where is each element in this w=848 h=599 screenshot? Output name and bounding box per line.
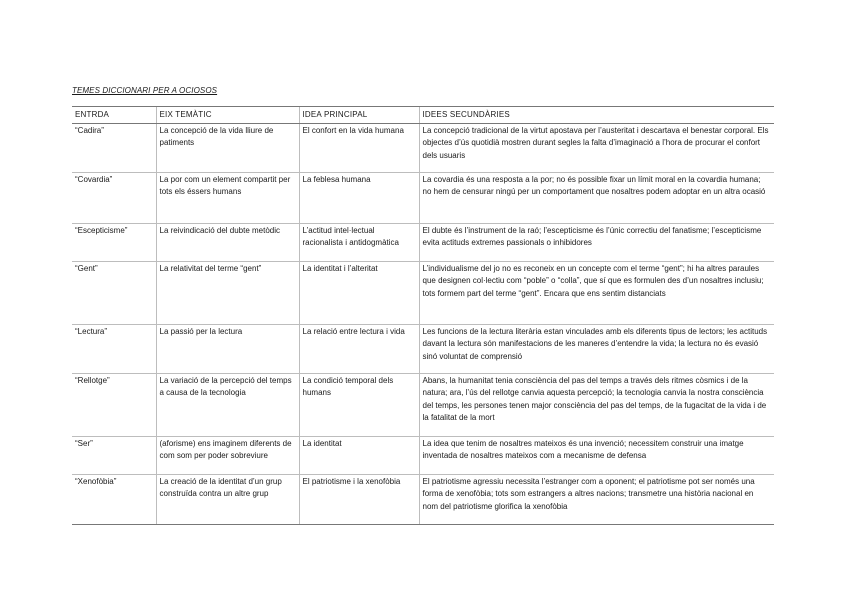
cell-entry: “Xenofòbia” [72, 474, 156, 524]
cell-secondary: El dubte és l’instrument de la raó; l’escepticisme és l’únic correctiu del fanatisme; l’escepticisme evita actituds extremes passionals o inhibidores [419, 223, 774, 261]
cell-entry: “Rellotge” [72, 373, 156, 436]
cell-secondary: Abans, la humanitat tenia consciència del pas del temps a través dels ritmes còsmics i de la natura; ara, l’ús del rellotge canvia aquesta percepció; la tecnologia canvia la nostra consciència del temps, les persones tenen major consciència del pas del temps, de la fugacitat de la vida i de la fatalitat de la mort [419, 373, 774, 436]
cell-entry: “Lectura” [72, 324, 156, 373]
table-row [72, 474, 774, 524]
cell-secondary: Les funcions de la lectura literària estan vinculades amb els diferents tipus de lectors; les actituds davant la lectura són manifestacions de les maneres d’entendre la vida; la lectura no és evasió sinó voluntat de comprensió [419, 324, 774, 373]
cell-secondary: La concepció tradicional de la virtut apostava per l’austeritat i descartava el benestar corporal. Els objectes d’ús quotidià mostren durant segles la falta d’imaginació a l’hora de procurar el confort dels usuaris [419, 123, 774, 172]
cell-main-idea: La identitat i l’alteritat [299, 261, 419, 324]
cell-entry: “Escepticisme” [72, 223, 156, 261]
cell-main-idea: El patriotisme i la xenofòbia [299, 474, 419, 524]
document-title: TEMES DICCIONARI PER A OCIOSOS [72, 86, 218, 95]
table-header-row [72, 107, 774, 124]
cell-entry: “Cadira” [72, 123, 156, 172]
cell-main-idea: La condició temporal dels humans [299, 373, 419, 436]
cell-main-idea: La feblesa humana [299, 172, 419, 223]
table-row [72, 261, 774, 324]
cell-theme: La passió per la lectura [156, 324, 299, 373]
cell-entry: “Gent” [72, 261, 156, 324]
cell-secondary: L’individualisme del jo no es reconeix en un concepte com el terme “gent”; hi ha altres paraules que designen col·lectiu com “poble” o “colla”, que sí que es formulen des d’un nosaltres inclusiu; tots formem part del terme “gent”. Encara que ens sentim distanciats [419, 261, 774, 324]
table-row [72, 223, 774, 261]
cell-main-idea: El confort en la vida humana [299, 123, 419, 172]
cell-entry: “Ser” [72, 436, 156, 474]
cell-theme: La concepció de la vida lliure de patiments [156, 123, 299, 172]
header-secondary-ideas: IDEES SECUNDÀRIES [419, 107, 774, 124]
cell-theme: La relativitat del terme “gent” [156, 261, 299, 324]
header-entry: ENTRDA [72, 107, 156, 124]
header-main-idea: IDEA PRINCIPAL [299, 107, 419, 124]
cell-entry: “Covardia” [72, 172, 156, 223]
table-row [72, 324, 774, 373]
cell-theme: La variació de la percepció del temps a causa de la tecnologia [156, 373, 299, 436]
cell-main-idea: La identitat [299, 436, 419, 474]
cell-secondary: El patriotisme agressiu necessita l’estranger com a oponent; el patriotisme pot ser només una forma de xenofòbia; tots som estrangers a altres nacions; transmetre una història nacional en nom del patriotisme glorifica la xenofòbia [419, 474, 774, 524]
cell-theme: La por com un element compartit per tots els éssers humans [156, 172, 299, 223]
cell-secondary: La idea que tenim de nosaltres mateixos és una invenció; necessitem construir una imatge inventada de nosaltres mateixos com a mecanisme de defensa [419, 436, 774, 474]
header-theme: EIX TEMÀTIC [156, 107, 299, 124]
cell-theme: (aforisme) ens imaginem diferents de com som per poder sobreviure [156, 436, 299, 474]
table-row [72, 123, 774, 172]
themes-table [72, 106, 774, 525]
table-row [72, 373, 774, 436]
table-row [72, 172, 774, 223]
cell-main-idea: L’actitud intel·lectual racionalista i antidogmàtica [299, 223, 419, 261]
cell-theme: La reivindicació del dubte metòdic [156, 223, 299, 261]
cell-main-idea: La relació entre lectura i vida [299, 324, 419, 373]
cell-theme: La creació de la identitat d’un grup construïda contra un altre grup [156, 474, 299, 524]
table-row [72, 436, 774, 474]
cell-secondary: La covardia és una resposta a la por; no és possible fixar un límit moral en la covardia humana; no hem de censurar ningú per un comportament que nosaltres podem adoptar en un altra ocasió [419, 172, 774, 223]
